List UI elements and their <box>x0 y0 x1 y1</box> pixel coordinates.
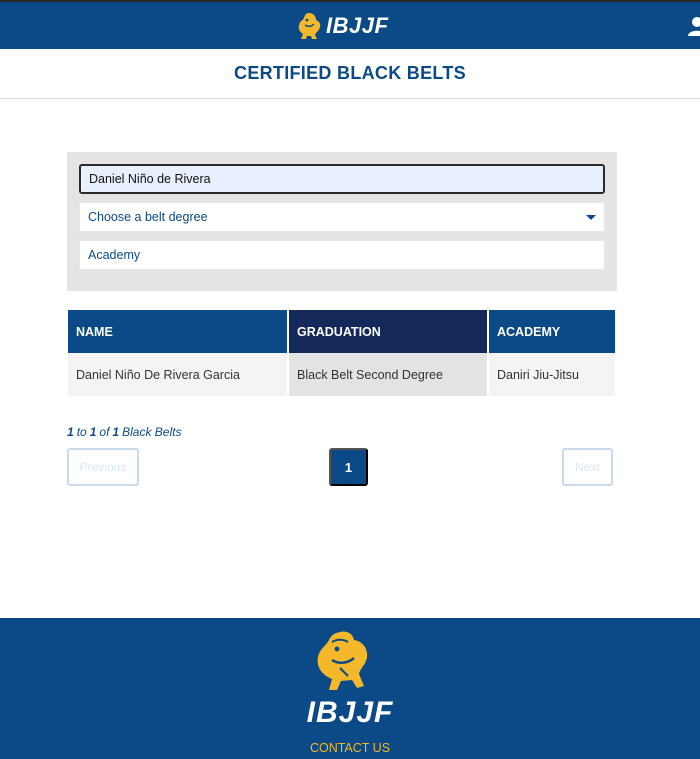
count-to-word: to <box>76 425 87 439</box>
column-header-graduation[interactable]: GRADUATION <box>288 310 488 353</box>
footer <box>0 618 700 759</box>
black-belts-table <box>68 310 615 396</box>
count-from: 1 <box>67 425 74 439</box>
belt-degree-select[interactable] <box>79 202 605 232</box>
column-header-name[interactable]: NAME <box>68 310 288 353</box>
lion-icon <box>310 630 374 696</box>
cell-name: Daniel Niño De Rivera Garcia <box>68 353 288 396</box>
page-1-button[interactable]: 1 <box>329 448 368 486</box>
cell-graduation: Black Belt Second Degree <box>288 353 488 396</box>
results-count <box>67 425 181 439</box>
column-header-academy[interactable]: ACADEMY <box>488 310 615 353</box>
cell-academy: Daniri Jiu-Jitsu <box>488 353 615 396</box>
search-filters <box>67 152 617 291</box>
user-icon[interactable] <box>688 16 700 36</box>
count-label: Black Belts <box>122 425 182 439</box>
header-logo[interactable] <box>296 10 388 42</box>
footer-brand-name: IBJJF <box>306 696 394 729</box>
chevron-down-icon <box>586 215 596 220</box>
next-page-button[interactable]: Next <box>562 448 613 486</box>
count-to: 1 <box>89 425 97 439</box>
contact-us-link[interactable]: CONTACT US <box>309 741 391 755</box>
belt-degree-placeholder: Choose a belt degree <box>88 210 208 224</box>
count-of-word: of <box>99 425 110 439</box>
academy-input[interactable] <box>79 240 605 270</box>
top-navbar <box>0 0 700 49</box>
lion-icon <box>296 12 322 40</box>
name-search-input[interactable] <box>79 164 605 194</box>
count-total: 1 <box>112 425 120 439</box>
table-row <box>68 353 615 396</box>
page-title-bar <box>0 49 700 99</box>
table-header-row <box>68 310 615 353</box>
page-title: CERTIFIED BLACK BELTS <box>234 63 466 83</box>
previous-page-button[interactable]: Previous <box>67 448 139 486</box>
brand-name: IBJJF <box>326 13 389 38</box>
